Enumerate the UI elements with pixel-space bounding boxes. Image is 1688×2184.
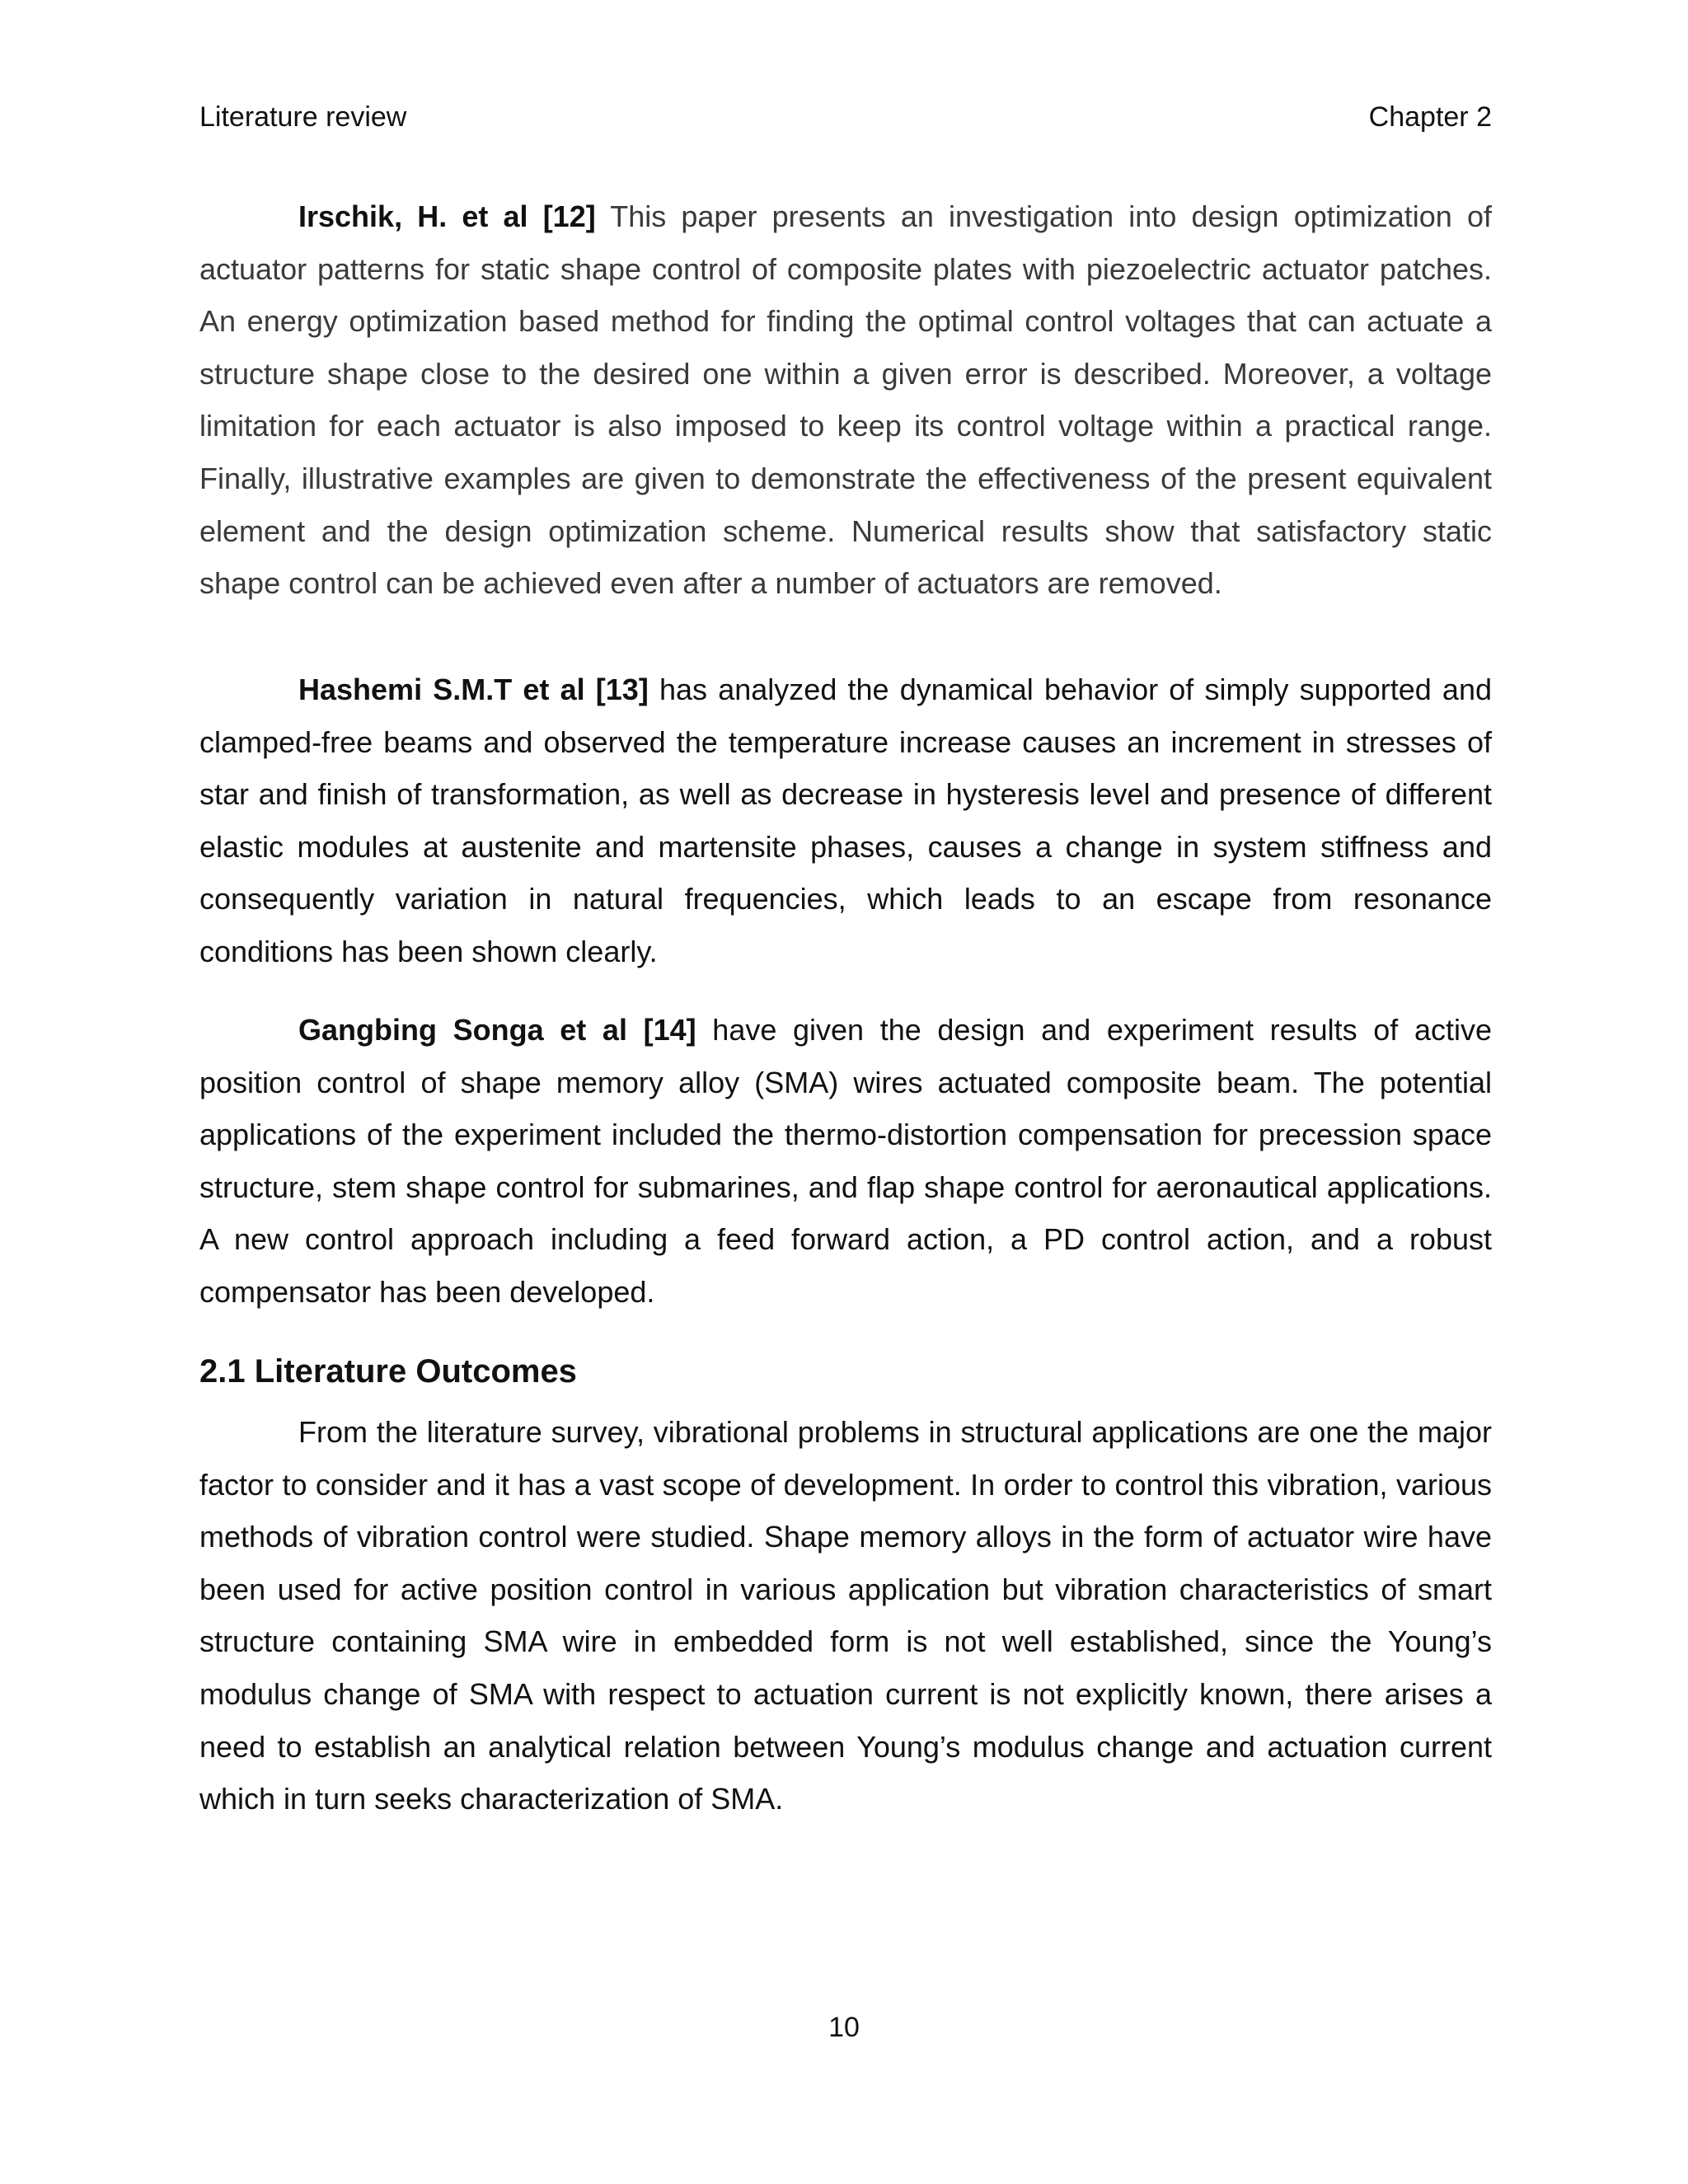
citation-hashemi: Hashemi S.M.T et al [13]: [298, 673, 649, 706]
header-chapter-label: Chapter 2: [1368, 101, 1492, 133]
paragraph-outcomes-text: From the literature survey, vibrational problems in structural applications are one the major factor to consider and it has a vast scope of development. In order to control this vibration, various methods of vibration control were studied. Shape memory alloys in the form of actuator wire have been used for active position control in various application but vibration characteristics of smart structure containing SMA wire in embedded form is not well established, since the Young’s modulus change of SMA with respect to actuation current is not explicitly known, there arises a need to establish an analytical relation between Young’s modulus change and actuation current which in turn seeks characterization of SMA.: [199, 1415, 1492, 1816]
paragraph-irschik-text: This paper presents an investigation into design optimization of actuator patterns for static shape control of composite plates with piezoelectric actuator patches. An energy optimization based method for finding the optimal control voltages that can actuate a structure shape close to the desired one within a given error is described. Moreover, a voltage limitation for each actuator is also imposed to keep its control voltage within a practical range. Finally, illustrative examples are given to demonstrate the effectiveness of the present equivalent element and the design optimization scheme. Numerical results show that satisfactory static shape control can be achieved even after a number of actuators are removed.: [199, 199, 1492, 601]
paragraph-literature-outcomes: [199, 1406, 1492, 1825]
citation-irschik: Irschik, H. et al [12]: [298, 199, 596, 233]
citation-gangbing: Gangbing Songa et al [14]: [298, 1013, 696, 1047]
paragraph-hashemi: [199, 663, 1492, 978]
paragraph-irschik: [199, 190, 1492, 610]
running-header: [199, 99, 1492, 135]
header-section-title: Literature review: [199, 101, 407, 133]
paragraph-gangbing: [199, 1004, 1492, 1319]
page-number: 10: [828, 2012, 860, 2043]
paragraph-gangbing-text: have given the design and experiment results of active position control of shape memory alloy (SMA) wires actuated composite beam. The potential applications of the experiment included the thermo-distortion compensation for precession space structure, stem shape control for submarines, and flap shape control for aeronautical applications. A new control approach including a feed forward action, a PD control action, and a robust compensator has been developed.: [199, 1013, 1492, 1309]
section-heading: 2.1 Literature Outcomes: [199, 1353, 577, 1390]
paragraph-hashemi-text: has analyzed the dynamical behavior of simply supported and clamped-free beams and observed the temperature increase causes an increment in stresses of star and finish of transformation, as well as decrease in hysteresis level and presence of different elastic modules at austenite and martensite phases, causes a change in system stiffness and consequently variation in natural frequencies, which leads to an escape from resonance conditions has been shown clearly.: [199, 673, 1492, 968]
